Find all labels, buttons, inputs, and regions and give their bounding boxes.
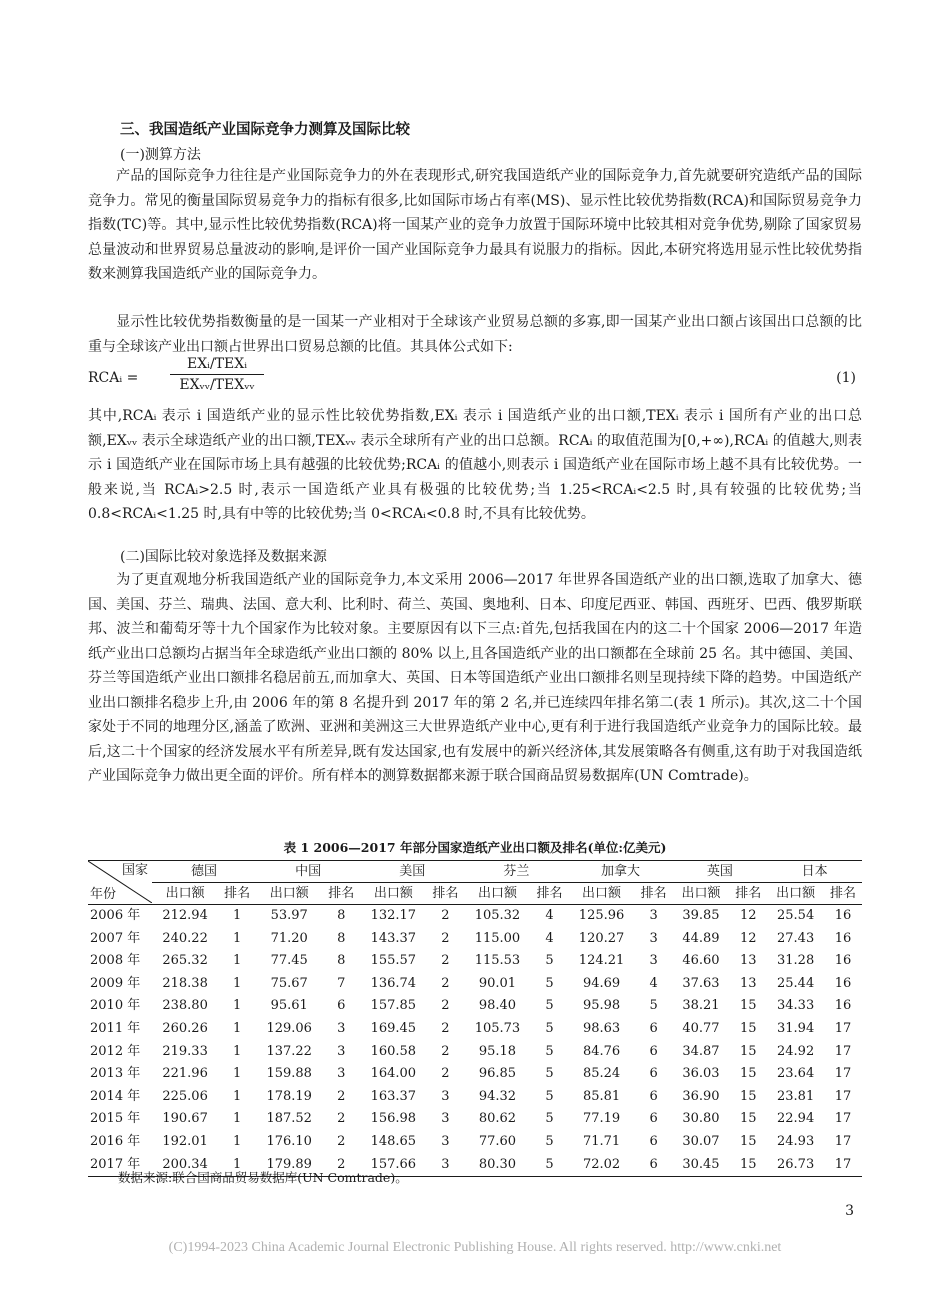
export-table xyxy=(88,860,862,1177)
country-header: 日本 xyxy=(767,861,862,883)
rank-cell: 15 xyxy=(740,1020,757,1036)
export-value-cell: 94.69 xyxy=(582,975,621,991)
table-row xyxy=(88,1108,862,1131)
formula-numerator: EXᵢ/TEXᵢ xyxy=(170,356,264,375)
rank-cell: 6 xyxy=(649,1156,658,1172)
rank-cell: 5 xyxy=(545,998,554,1014)
rank-cell: 15 xyxy=(740,1156,757,1172)
rank-cell: 2 xyxy=(441,1066,450,1082)
rank-cell: 1 xyxy=(233,998,242,1014)
rank-cell: 17 xyxy=(834,1133,852,1149)
export-value-cell: 240.22 xyxy=(162,930,208,946)
country-header: 美国 xyxy=(360,861,464,883)
year-cell: 2011 年 xyxy=(90,1020,141,1036)
export-value-cell: 120.27 xyxy=(578,930,625,946)
rank-cell: 15 xyxy=(740,998,757,1014)
year-cell: 2016 年 xyxy=(90,1133,141,1149)
column-header-export: 出口额 xyxy=(582,886,622,901)
table-row xyxy=(88,1063,862,1086)
export-value-cell: 218.38 xyxy=(162,975,208,991)
export-value-cell: 115.00 xyxy=(474,930,521,946)
export-value-cell: 34.87 xyxy=(682,1043,720,1059)
year-cell: 2006 年 xyxy=(90,908,141,923)
export-value-cell: 187.52 xyxy=(266,1111,312,1127)
export-value-cell: 30.80 xyxy=(682,1111,720,1127)
rank-cell: 3 xyxy=(441,1156,450,1172)
year-cell: 2008 年 xyxy=(90,953,141,969)
export-value-cell: 156.98 xyxy=(370,1111,417,1127)
export-value-cell: 98.63 xyxy=(582,1020,621,1036)
rank-cell: 1 xyxy=(233,1133,242,1149)
rank-cell: 7 xyxy=(337,975,346,991)
column-header-export: 出口额 xyxy=(373,886,413,901)
rank-cell: 3 xyxy=(441,1088,450,1104)
export-value-cell: 30.45 xyxy=(682,1156,720,1172)
export-value-cell: 75.67 xyxy=(270,975,308,991)
rank-cell: 6 xyxy=(649,1088,658,1104)
rank-cell: 1 xyxy=(233,1066,242,1082)
export-value-cell: 26.73 xyxy=(777,1156,815,1172)
export-value-cell: 22.94 xyxy=(777,1111,815,1127)
rank-cell: 15 xyxy=(740,1133,757,1149)
rank-cell: 5 xyxy=(545,1088,554,1104)
column-header-rank: 排名 xyxy=(536,886,563,901)
table-row xyxy=(88,905,862,928)
export-value-cell: 164.00 xyxy=(370,1066,417,1082)
table-row xyxy=(88,928,862,951)
rank-cell: 5 xyxy=(545,1043,554,1059)
column-header-export: 出口额 xyxy=(269,886,309,901)
year-cell: 2014 年 xyxy=(90,1088,141,1104)
rank-cell: 2 xyxy=(337,1156,346,1172)
export-value-cell: 137.22 xyxy=(266,1043,312,1059)
rank-cell: 12 xyxy=(740,930,757,946)
column-header-export: 出口额 xyxy=(477,886,517,901)
rank-cell: 12 xyxy=(740,908,757,923)
export-value-cell: 36.03 xyxy=(682,1066,720,1082)
subsection-title-method: (一)测算方法 xyxy=(120,147,201,163)
rank-cell: 3 xyxy=(649,930,658,946)
rank-cell: 6 xyxy=(649,1020,658,1036)
rank-cell: 1 xyxy=(233,1043,242,1059)
year-cell: 2007 年 xyxy=(90,930,141,946)
rank-cell: 2 xyxy=(441,953,450,969)
formula-fraction xyxy=(170,356,264,393)
rank-cell: 15 xyxy=(740,1043,757,1059)
export-value-cell: 95.98 xyxy=(582,998,621,1014)
rank-cell: 17 xyxy=(834,1088,852,1104)
export-value-cell: 136.74 xyxy=(370,975,417,991)
export-value-cell: 85.81 xyxy=(582,1088,621,1104)
export-value-cell: 238.80 xyxy=(162,998,208,1014)
export-value-cell: 163.37 xyxy=(370,1088,417,1104)
table-row xyxy=(88,995,862,1018)
rank-cell: 3 xyxy=(441,1111,450,1127)
column-header-rank: 排名 xyxy=(735,886,762,901)
rank-cell: 6 xyxy=(649,1111,658,1127)
rank-cell: 15 xyxy=(740,1066,757,1082)
column-header-rank: 排名 xyxy=(830,886,857,901)
rank-cell: 15 xyxy=(740,1088,757,1104)
formula-number: (1) xyxy=(836,370,856,386)
export-value-cell: 94.32 xyxy=(478,1088,517,1104)
rank-cell: 1 xyxy=(233,975,242,991)
export-value-cell: 159.88 xyxy=(266,1066,312,1082)
country-header: 德国 xyxy=(152,861,256,883)
table-header-row-countries xyxy=(88,861,862,883)
subsection-title-comparison: (二)国际比较对象选择及数据来源 xyxy=(120,549,327,565)
export-value-cell: 221.96 xyxy=(162,1066,208,1082)
table-row xyxy=(88,1041,862,1064)
rank-cell: 16 xyxy=(834,953,852,969)
rank-cell: 5 xyxy=(545,1156,554,1172)
rank-cell: 3 xyxy=(337,1043,346,1059)
section-title: 三、我国造纸产业国际竞争力测算及国际比较 xyxy=(120,121,410,138)
rank-cell: 6 xyxy=(337,998,346,1014)
rank-cell: 5 xyxy=(545,975,554,991)
paragraph-rca-definition xyxy=(88,310,862,359)
export-value-cell: 124.21 xyxy=(578,953,625,969)
export-value-cell: 53.97 xyxy=(270,908,308,923)
year-cell: 2012 年 xyxy=(90,1043,141,1059)
table-row xyxy=(88,1131,862,1154)
rank-cell: 2 xyxy=(441,975,450,991)
rank-cell: 13 xyxy=(740,953,757,969)
export-value-cell: 225.06 xyxy=(162,1088,208,1104)
export-value-cell: 71.20 xyxy=(270,930,308,946)
export-value-cell: 44.89 xyxy=(682,930,720,946)
export-value-cell: 46.60 xyxy=(682,953,720,969)
export-value-cell: 212.94 xyxy=(162,908,208,923)
rank-cell: 3 xyxy=(441,1133,450,1149)
export-value-cell: 95.18 xyxy=(478,1043,517,1059)
export-value-cell: 105.32 xyxy=(474,908,521,923)
export-value-cell: 157.66 xyxy=(370,1156,417,1172)
export-value-cell: 265.32 xyxy=(162,953,208,969)
paragraph-rca-definition-text: 显示性比较优势指数衡量的是一国某一产业相对于全球该产业贸易总额的多寡,即一国某产业出口额占该国出口总额的比重与全球该产业出口额占世界出口贸易总额的比值。其具体公式如下: xyxy=(88,314,862,355)
export-value-cell: 24.93 xyxy=(777,1133,815,1149)
table-header-row-columns xyxy=(88,883,862,905)
export-value-cell: 192.01 xyxy=(162,1133,208,1149)
rank-cell: 1 xyxy=(233,1088,242,1104)
column-header-rank: 排名 xyxy=(640,886,667,901)
rank-cell: 2 xyxy=(441,930,450,946)
table-source-note: 数据来源:联合国商品贸易数据库(UN Comtrade)。 xyxy=(118,1170,408,1185)
export-value-cell: 31.94 xyxy=(777,1020,815,1036)
year-cell: 2010 年 xyxy=(90,998,141,1014)
paragraph-intro xyxy=(88,164,862,287)
export-value-cell: 84.76 xyxy=(582,1043,621,1059)
export-value-cell: 219.33 xyxy=(162,1043,208,1059)
export-value-cell: 77.19 xyxy=(582,1111,621,1127)
formula-denominator: EXᵥᵥ/TEXᵥᵥ xyxy=(179,377,255,393)
table-row xyxy=(88,1018,862,1041)
table-row xyxy=(88,1086,862,1109)
export-value-cell: 80.62 xyxy=(478,1111,517,1127)
column-header-rank: 排名 xyxy=(432,886,459,901)
column-header-export: 出口额 xyxy=(681,886,721,901)
export-value-cell: 176.10 xyxy=(266,1133,312,1149)
rank-cell: 1 xyxy=(233,1156,242,1172)
country-header: 芬兰 xyxy=(464,861,568,883)
country-header: 英国 xyxy=(673,861,768,883)
column-header-export: 出口额 xyxy=(165,886,205,901)
country-header: 中国 xyxy=(256,861,360,883)
rank-cell: 8 xyxy=(337,908,346,923)
rank-cell: 6 xyxy=(649,1133,658,1149)
table-row xyxy=(88,973,862,996)
export-value-cell: 34.33 xyxy=(777,998,815,1014)
export-value-cell: 95.61 xyxy=(270,998,308,1014)
rank-cell: 5 xyxy=(545,1111,554,1127)
rank-cell: 6 xyxy=(649,1066,658,1082)
page-number: 3 xyxy=(845,1203,854,1219)
rank-cell: 2 xyxy=(441,1020,450,1036)
export-value-cell: 23.64 xyxy=(777,1066,815,1082)
export-value-cell: 132.17 xyxy=(370,908,417,923)
year-cell: 2013 年 xyxy=(90,1066,141,1082)
export-value-cell: 115.53 xyxy=(474,953,521,969)
export-value-cell: 169.45 xyxy=(370,1020,417,1036)
year-cell: 2009 年 xyxy=(90,975,141,991)
rank-cell: 1 xyxy=(233,953,242,969)
export-value-cell: 105.73 xyxy=(474,1020,521,1036)
export-value-cell: 31.28 xyxy=(777,953,815,969)
column-header-rank: 排名 xyxy=(328,886,355,901)
table-body xyxy=(88,905,862,1177)
rank-cell: 2 xyxy=(441,908,450,923)
rank-cell: 2 xyxy=(441,998,450,1014)
rank-cell: 2 xyxy=(337,1111,346,1127)
rank-cell: 2 xyxy=(441,1043,450,1059)
paragraph-comparison-text: 为了更直观地分析我国造纸产业的国际竞争力,本文采用 2006—2017 年世界各国造纸产业的出口额,选取了加拿大、德国、美国、芬兰、瑞典、法国、意大利、比利时、荷兰、英国、奥地利、日本、印度尼西亚、韩国、西班牙、巴西、俄罗斯联邦、波兰和葡萄牙等十九个国家作为比较对象。主要原因有以下三点:首先,包括我国在内的这二十个国家 2006—2017 年造纸产业出口总额均占据当年全球造纸产业出口额的 80% 以上,且各国造纸产业的出口额都在全球前 25 名。其中德国、美国、芬兰等国造纸产业出口额排名稳居前五,而加拿大、英国、日本等国造纸产业出口额排名则呈现持续下降的趋势。中国造纸产业出口额排名稳步上升,由 2006 年的第 8 名提升到 2017 年的第 2 名,并已连续四年排名第二(表 1 所示)。其次,这二十个国家处于不同的地理分区,涵盖了欧洲、亚洲和美洲这三大世界造纸产业中心,更有利于进行我国造纸产业竞争力的国际比较。最后,这二十个国家的经济发展水平有所差异,既有发达国家,也有发展中的新兴经济体,其发展策略各有侧重,这有助于对我国造纸产业国际竞争力做出更全面的评价。所有样本的测算数据都来源于联合国商品贸易数据库(UN Comtrade)。 xyxy=(88,572,862,784)
export-value-cell: 179.89 xyxy=(266,1156,312,1172)
export-value-cell: 77.45 xyxy=(270,953,308,969)
rank-cell: 1 xyxy=(233,908,242,923)
export-value-cell: 260.26 xyxy=(162,1020,208,1036)
export-value-cell: 125.96 xyxy=(578,908,625,923)
rank-cell: 5 xyxy=(545,1133,554,1149)
export-value-cell: 24.92 xyxy=(777,1043,815,1059)
export-value-cell: 72.02 xyxy=(582,1156,621,1172)
export-value-cell: 190.67 xyxy=(162,1111,208,1127)
export-value-cell: 98.40 xyxy=(478,998,517,1014)
rank-cell: 1 xyxy=(233,1111,242,1127)
export-value-cell: 36.90 xyxy=(682,1088,720,1104)
rank-cell: 16 xyxy=(834,975,852,991)
rank-cell: 3 xyxy=(649,908,658,923)
year-cell: 2015 年 xyxy=(90,1111,141,1127)
table-caption: 表 1 2006—2017 年部分国家造纸产业出口额及排名(单位:亿美元) xyxy=(283,840,667,855)
rank-cell: 4 xyxy=(649,975,658,991)
export-value-cell: 25.44 xyxy=(777,975,815,991)
rank-cell: 16 xyxy=(834,908,852,923)
export-value-cell: 129.06 xyxy=(266,1020,312,1036)
corner-country-label: 国家 xyxy=(121,863,148,878)
rank-cell: 3 xyxy=(337,1020,346,1036)
rank-cell: 13 xyxy=(740,975,757,991)
paragraph-rca-explanation: 其中,RCAᵢ 表示 i 国造纸产业的显示性比较优势指数,EXᵢ 表示 i 国造纸产业的出口额,TEXᵢ 表示 i 国所有产业的出口总额,EXᵥᵥ 表示全球造纸产业的出口额,TEXᵥᵥ 表示全球所有产业的出口总额。RCAᵢ 的取值范围为[0,+∞),RCAᵢ 的值越大,则表示 i 国造纸产业在国际市场上具有越强的比较优势;RCAᵢ 的值越小,则表示 i 国造纸产业在国际市场上越不具有比较优势。一般来说,当 RCAᵢ>2.5 时,表示一国造纸产业具有极强的比较优势;当 1.25<RCAᵢ<2.5 时,具有较强的比较优势;当 0.8<RCAᵢ<1.25 时,具有中等的比较优势;当 0<RCAᵢ<0.8 时,不具有比较优势。 xyxy=(88,408,862,522)
export-value-cell: 40.77 xyxy=(682,1020,720,1036)
rank-cell: 3 xyxy=(337,1066,346,1082)
export-value-cell: 148.65 xyxy=(370,1133,417,1149)
export-value-cell: 157.85 xyxy=(370,998,417,1014)
paragraph-intro-text: 产品的国际竞争力往往是产业国际竞争力的外在表现形式,研究我国造纸产业的国际竞争力,首先就要研究造纸产品的国际竞争力。常见的衡量国际贸易竞争力的指标有很多,比如国际市场占有率(MS)、显示性比较优势指数(RCA)和国际贸易竞争力指数(TC)等。其中,显示性比较优势指数(RCA)将一国某产业的竞争力放置于国际环境中比较其相对竞争优势,剔除了国家贸易总量波动和世界贸易总量波动的影响,是评价一国产业国际竞争力最具有说服力的指标。因此,本研究将选用显示性比较优势指数来测算我国造纸产业的国际竞争力。 xyxy=(88,168,862,282)
rank-cell: 16 xyxy=(834,930,852,946)
year-cell: 2017 年 xyxy=(90,1156,141,1172)
rank-cell: 1 xyxy=(233,1020,242,1036)
export-value-cell: 39.85 xyxy=(682,908,720,923)
export-value-cell: 77.60 xyxy=(478,1133,517,1149)
export-value-cell: 200.34 xyxy=(162,1156,208,1172)
rank-cell: 8 xyxy=(337,930,346,946)
column-header-export: 出口额 xyxy=(776,886,816,901)
export-value-cell: 90.01 xyxy=(478,975,517,991)
rank-cell: 2 xyxy=(337,1133,346,1149)
export-value-cell: 85.24 xyxy=(582,1066,621,1082)
formula-lhs: RCAᵢ = xyxy=(88,370,139,386)
export-value-cell: 23.81 xyxy=(777,1088,815,1104)
export-value-cell: 37.63 xyxy=(682,975,720,991)
rank-cell: 15 xyxy=(740,1111,757,1127)
rank-cell: 4 xyxy=(545,930,554,946)
rank-cell: 1 xyxy=(233,930,242,946)
export-value-cell: 155.57 xyxy=(370,953,417,969)
export-value-cell: 27.43 xyxy=(777,930,815,946)
column-header-rank: 排名 xyxy=(224,886,251,901)
rank-cell: 5 xyxy=(545,953,554,969)
rank-cell: 6 xyxy=(649,1043,658,1059)
rank-cell: 5 xyxy=(649,998,658,1014)
rank-cell: 5 xyxy=(545,1066,554,1082)
rank-cell: 17 xyxy=(834,1111,852,1127)
export-value-cell: 160.58 xyxy=(370,1043,417,1059)
rank-cell: 17 xyxy=(834,1156,852,1172)
copyright-footer: (C)1994-2023 China Academic Journal Electronic Publishing House. All rights reserved. http://www.cnki.net xyxy=(168,1240,782,1255)
rank-cell: 2 xyxy=(337,1088,346,1104)
rank-cell: 17 xyxy=(834,1043,852,1059)
paragraph-comparison xyxy=(88,568,862,789)
table-corner-cell xyxy=(88,861,152,905)
corner-year-label: 年份 xyxy=(90,887,117,902)
export-value-cell: 178.19 xyxy=(266,1088,312,1104)
export-value-cell: 96.85 xyxy=(478,1066,517,1082)
export-value-cell: 80.30 xyxy=(478,1156,517,1172)
rca-formula xyxy=(88,356,862,402)
rank-cell: 8 xyxy=(337,953,346,969)
rank-cell: 5 xyxy=(545,1020,554,1036)
export-value-cell: 30.07 xyxy=(682,1133,720,1149)
rank-cell: 17 xyxy=(834,1020,852,1036)
export-value-cell: 38.21 xyxy=(682,998,720,1014)
rank-cell: 17 xyxy=(834,1066,852,1082)
rank-cell: 4 xyxy=(545,908,554,923)
export-value-cell: 71.71 xyxy=(582,1133,621,1149)
rank-cell: 3 xyxy=(649,953,658,969)
country-header: 加拿大 xyxy=(568,861,672,883)
export-value-cell: 25.54 xyxy=(777,908,815,923)
table-row xyxy=(88,950,862,973)
export-value-cell: 143.37 xyxy=(370,930,417,946)
rank-cell: 16 xyxy=(834,998,852,1014)
